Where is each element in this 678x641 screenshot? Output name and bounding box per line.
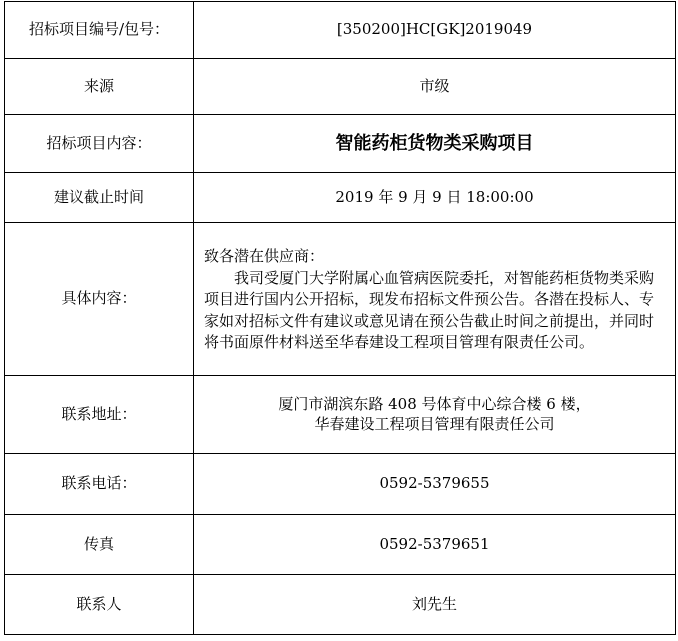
row-project-no (5, 2, 676, 59)
row-source (5, 59, 676, 115)
value-phone: 0592-5379655 (194, 454, 676, 515)
label-contact: 联系人 (5, 575, 194, 635)
row-phone (5, 454, 676, 515)
row-details (5, 223, 676, 376)
tender-notice-table-wrapper (4, 1, 676, 635)
tender-notice-table (4, 1, 676, 635)
value-project-content: 智能药柜货物类采购项目 (194, 115, 676, 173)
value-source: 市级 (194, 59, 676, 115)
address-line2: 华春建设工程项目管理有限责任公司 (314, 414, 555, 433)
label-fax: 传真 (5, 515, 194, 575)
row-project-content (5, 115, 676, 173)
row-contact (5, 575, 676, 635)
label-project-no: 招标项目编号/包号： (5, 2, 194, 59)
row-fax (5, 515, 676, 575)
label-address: 联系地址： (5, 376, 194, 454)
details-body: 我司受厦门大学附属心血管病医院委托，对智能药柜货物类采购项目进行国内公开招标，现发布招标文件预公告。各潜在投标人、专家如对招标文件有建议或意见请在预公告截止时间之前提出，并同时将书面原件材料送至华春建设工程项目管理有限责任公司。 (204, 268, 655, 352)
label-project-content: 招标项目内容： (5, 115, 194, 173)
value-contact: 刘先生 (194, 575, 676, 635)
label-deadline: 建议截止时间 (5, 173, 194, 223)
row-deadline (5, 173, 676, 223)
label-details: 具体内容： (5, 223, 194, 376)
label-source: 来源 (5, 59, 194, 115)
label-phone: 联系电话： (5, 454, 194, 515)
row-address (5, 376, 676, 454)
value-address (194, 376, 676, 454)
value-details (194, 223, 676, 376)
value-project-no: [350200]HC[GK]2019049 (194, 2, 676, 59)
value-fax: 0592-5379651 (194, 515, 676, 575)
value-deadline: 2019 年 9 月 9 日 18:00:00 (194, 173, 676, 223)
details-greeting: 致各潜在供应商： (204, 247, 325, 266)
address-line1: 厦门市湖滨东路 408 号体育中心综合楼 6 楼， (278, 395, 591, 413)
